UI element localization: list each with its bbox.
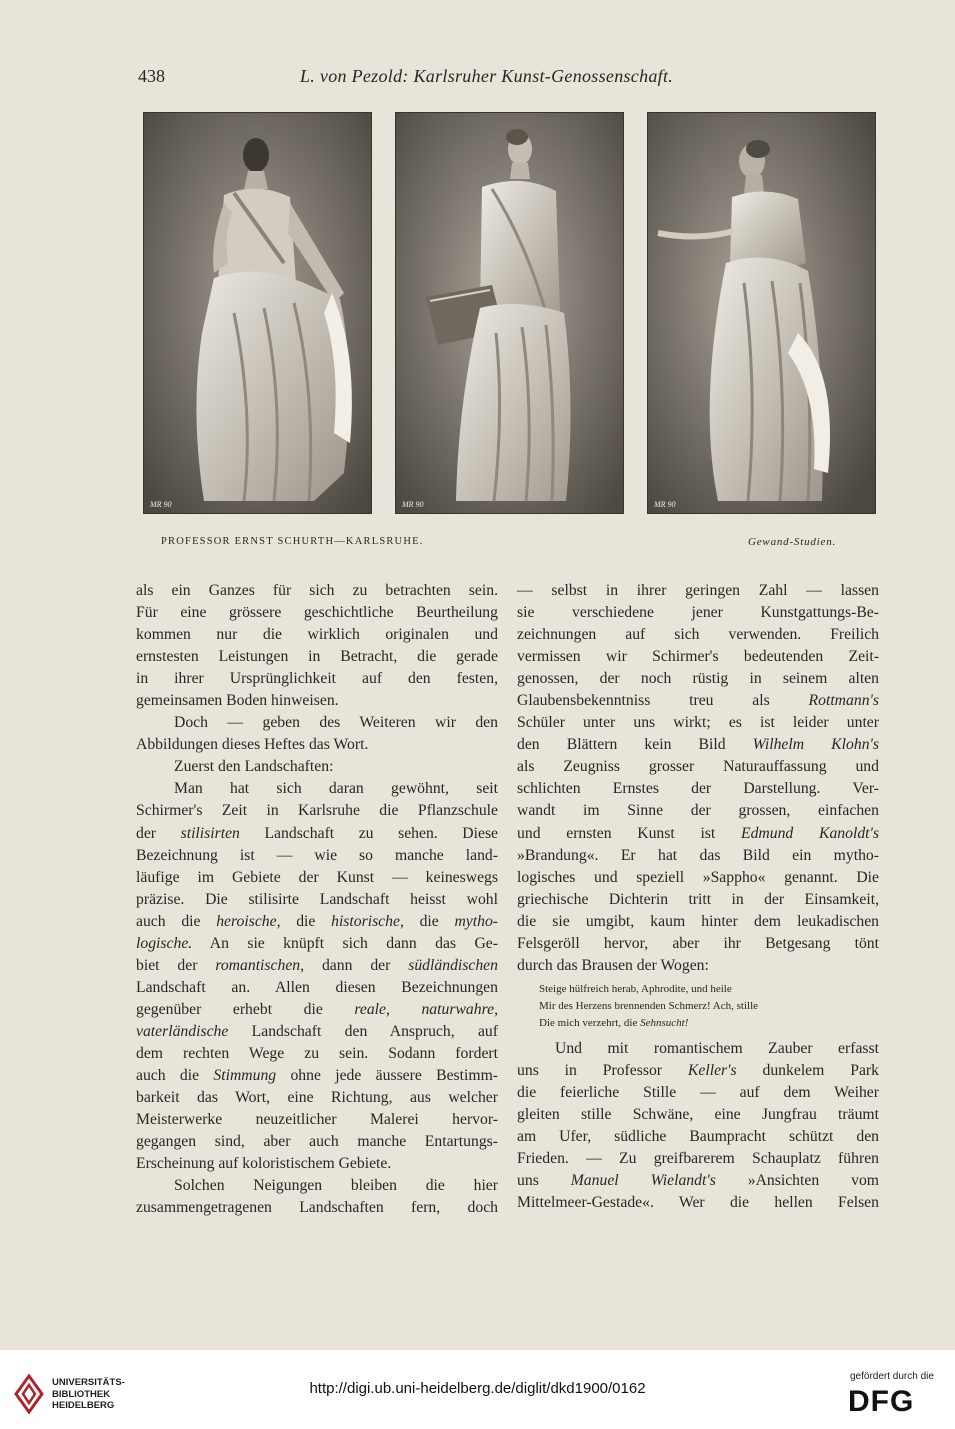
text-line: am Ufer, südliche Baumpracht schützt den (517, 1127, 879, 1145)
text-column-right (517, 580, 879, 1214)
text-line: die sie umgibt, kaum hinter dem leukadischen (517, 912, 879, 930)
text-line: gleiten stille Schwäne, eine Jungfrau träumt (517, 1105, 879, 1123)
text-line: griechische Dichterin tritt in der Einsamkeit, (517, 890, 879, 908)
drapery-figure-book-image (396, 113, 623, 513)
text-line: Schüler unter uns wirkt; es ist leider unter (517, 714, 879, 732)
text-line: gemeinsamen Boden hinweisen. (136, 692, 339, 710)
text-line: uns Manuel Wielandt's »Ansichten vom (517, 1172, 879, 1190)
text-line: Landschaft an. Allen diesen Bezeichnungen (136, 978, 498, 996)
verse-line: Die mich verzehrt, die Sehnsucht! (539, 1017, 689, 1030)
text-line: durch das Brausen der Wogen: (517, 956, 709, 974)
text-line: vaterländische Landschaft den Anspruch, auf (136, 1022, 498, 1040)
text-line: ernstesten Leistungen in Betracht, die gerade (136, 648, 498, 666)
text-line: Mittelmeer-Gestade«. Wer die hellen Felsen (517, 1194, 879, 1212)
page-number: 438 (138, 66, 165, 86)
text-line: kommen nur die wirklich originalen und (136, 626, 498, 644)
text-line: läufige im Gebiete der Kunst — keineswegs (136, 868, 498, 886)
library-name-line: BIBLIOTHEK (52, 1388, 111, 1400)
text-line: Für eine grössere geschichtliche Beurtheilung (136, 604, 498, 622)
verse-line: Steige hülfreich herab, Aphrodite, und heile (539, 982, 732, 995)
text-line: logische. An sie knüpft sich dann das Ge- (136, 934, 498, 952)
text-line: dem rechten Wege zu sein. Sodann fordert (136, 1044, 498, 1062)
text-line: Man hat sich daran gewöhnt, seit (174, 780, 498, 798)
plate-figure-with-book (395, 112, 624, 514)
drapery-figure-back-image (144, 113, 371, 513)
text-line: Abbildungen dieses Heftes das Wort. (136, 736, 369, 754)
text-line: Meisterwerke neuzeitlicher Malerei hervor- (136, 1111, 498, 1129)
text-line: Bezeichnung ist — wie so manche land- (136, 846, 498, 864)
text-line: vermissen wir Schirmer's bedeutenden Zeit- (517, 648, 879, 666)
plate-caption-artist: PROFESSOR ERNST SCHURTH—KARLSRUHE. (161, 536, 424, 547)
library-name-line: HEIDELBERG (52, 1400, 115, 1411)
text-line: gegangen sind, aber auch manche Entartungs- (136, 1133, 498, 1151)
text-line: den Blättern kein Bild Wilhelm Klohn's (517, 736, 879, 754)
artist-monogram: MR 90 (654, 500, 676, 509)
text-column-left (136, 580, 498, 1219)
library-name-line: UNIVERSITÄTS- (52, 1377, 125, 1388)
text-line: genossen, der noch rüstig in seinem alten (517, 670, 879, 688)
plate-figure-profile (647, 112, 876, 514)
source-url-link[interactable]: http://digi.ub.uni-heidelberg.de/diglit/dkd1900/0162 (309, 1380, 646, 1397)
text-line: in ihrer Ursprünglichkeit auf den festen, (136, 670, 498, 688)
plate-caption-title: Gewand-Studien. (748, 536, 837, 548)
text-line: Doch — geben des Weiteren wir den (174, 714, 498, 732)
text-line: sie verschiedene jener Kunstgattungs-Be- (517, 604, 879, 622)
text-line: schlichten Ernstes der Darstellung. Ver- (517, 780, 879, 798)
text-line: gegenüber erhebt die reale, naturwahre, (136, 1000, 498, 1018)
artist-monogram: MR 90 (402, 500, 424, 509)
text-line: Erscheinung auf koloristischem Gebiete. (136, 1155, 392, 1173)
text-line: als Zeugniss grosser Naturauffassung und (517, 758, 879, 776)
text-line: Zuerst den Landschaften: (174, 758, 334, 776)
text-line: Solchen Neigungen bleiben die hier (174, 1177, 498, 1195)
text-line: der stilisirten Landschaft zu sehen. Diese (136, 824, 499, 842)
text-line: Glaubensbekenntniss treu als Rottmann's (517, 692, 879, 710)
text-line: — selbst in ihrer geringen Zahl — lassen (517, 582, 879, 599)
drapery-figure-profile-image (648, 113, 875, 513)
text-line: präzise. Die stilisirte Landschaft heisst wohl (136, 890, 498, 908)
text-line: auch die heroische, die historische, die mytho- (136, 912, 499, 930)
text-line: logisches und speziell »Sappho« genannt. Die (517, 868, 879, 886)
text-line: zusammengetragenen Landschaften fern, doch (136, 1199, 498, 1217)
text-line: wandt im Sinne der grossen, einfachen (517, 802, 879, 820)
text-line: und ernsten Kunst ist Edmund Kanoldt's (517, 824, 879, 842)
verse-line: Mir des Herzens brennenden Schmerz! Ach, stille (539, 1000, 759, 1013)
dfg-logo: DFG (848, 1385, 915, 1418)
text-line: als ein Ganzes für sich zu betrachten sein. (136, 582, 498, 599)
text-line: die feierliche Stille — auf dem Weiher (517, 1083, 879, 1101)
text-line: Frieden. — Zu greifbarerem Schauplatz führen (517, 1149, 879, 1167)
text-line: auch die Stimmung ohne jede äussere Bestimm- (136, 1067, 499, 1085)
text-line: biet der romantischen, dann der südländischen (136, 956, 498, 974)
text-line: Felsgeröll hervor, aber ihr Betgesang tönt (517, 934, 879, 952)
text-line: »Brandung«. Er hat das Bild ein mytho- (517, 846, 879, 864)
artist-monogram: MR 90 (150, 500, 172, 509)
text-line: barkeit das Wort, eine Richtung, aus welcher (136, 1089, 498, 1107)
text-line: Schirmer's Zeit in Karlsruhe die Pflanzschule (136, 802, 498, 820)
plate-figure-back-view (143, 112, 372, 514)
running-title: L. von Pezold: Karlsruher Kunst-Genossenschaft. (300, 66, 674, 86)
text-line: Und mit romantischem Zauber erfasst (555, 1039, 879, 1057)
funder-note: gefördert durch die (850, 1371, 934, 1382)
text-line: uns in Professor Keller's dunkelem Park (517, 1061, 879, 1079)
text-line: zeichnungen auf sich verwenden. Freilich (517, 626, 879, 644)
